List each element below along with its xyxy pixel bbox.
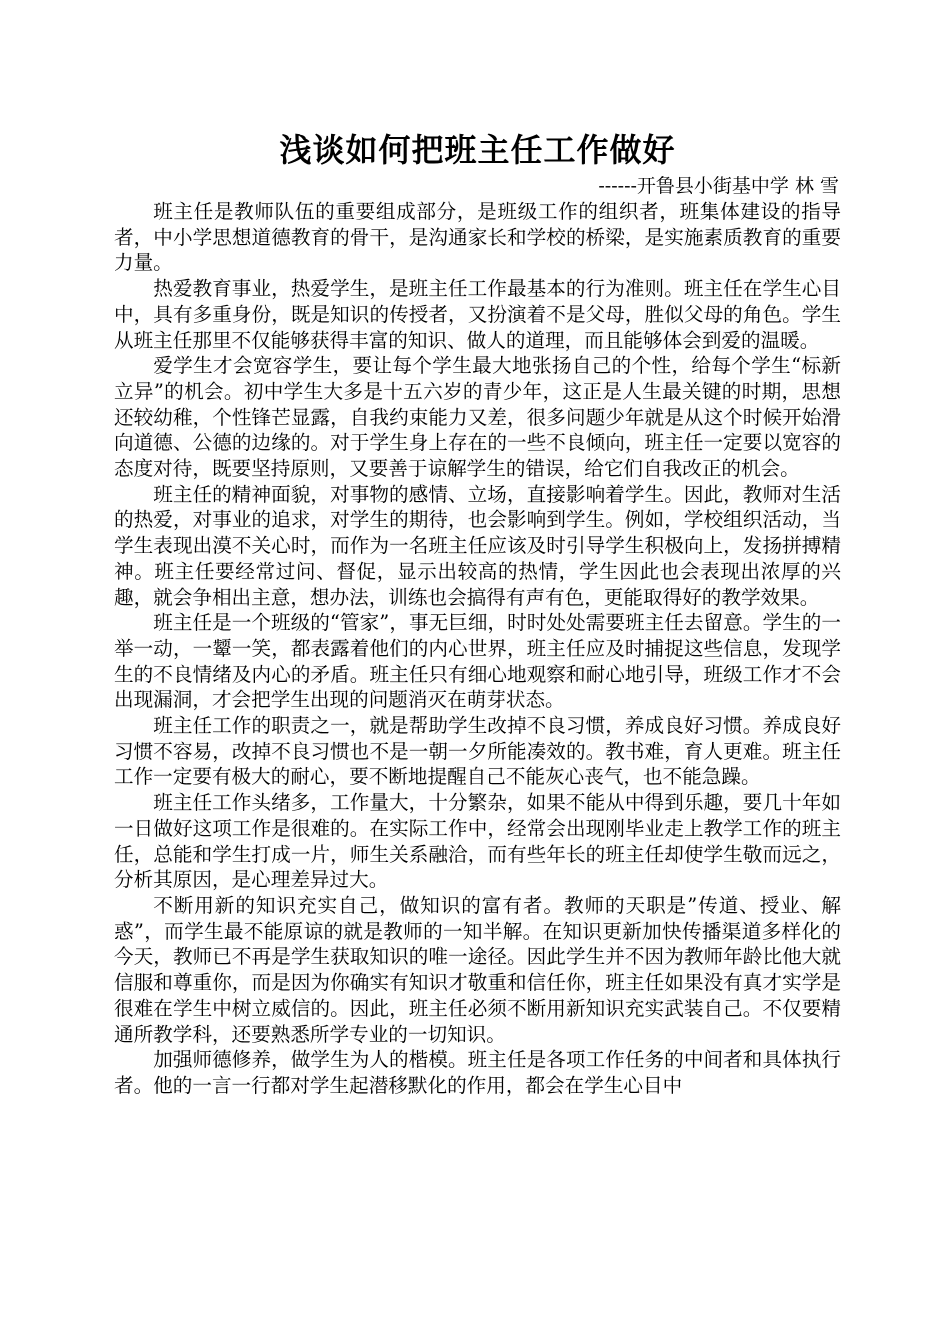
paragraph-6: 班主任工作的职责之一，就是帮助学生改掉不良习惯，养成良好习惯。养成良好习惯不容易，改掉不良习惯也不是一朝一夕所能凑效的。教书难，育人更难。班主任工作一定要有极大的耐心，要不断地提醒自己不能灰心丧气，也不能急躁。: [114, 714, 841, 789]
paragraph-1: 班主任是教师队伍的重要组成部分，是班级工作的组织者，班集体建设的指导者，中小学思想道德教育的骨干，是沟通家长和学校的桥梁，是实施素质教育的重要力量。: [114, 200, 841, 275]
paragraph-3: 爱学生才会宽容学生，要让每个学生最大地张扬自己的个性，给每个学生“标新立异”的机会。初中学生大多是十五六岁的青少年，这正是人生最关键的时期，思想还较幼稚，个性锋芒显露，自我约束能力又差，很多问题少年就是从这个时候开始滑向道德、公德的边缘的。对于学生身上存在的一些不良倾向，班主任一定要以宽容的态度对待，既要坚持原则，又要善于谅解学生的错误，给它们自我改正的机会。: [114, 354, 841, 481]
document-title: 浅谈如何把班主任工作做好: [279, 131, 676, 169]
paragraph-4: 班主任的精神面貌，对事物的感情、立场，直接影响着学生。因此，教师对生活的热爱，对事业的追求，对学生的期待，也会影响到学生。例如，学校组织活动，当学生表现出漠不关心时，而作为一名班主任应该及时引导学生积极向上，发扬拼搏精神。班主任要经常过问、督促，显示出较高的热情，学生因此也会表现出浓厚的兴趣，就会争相出主意，想办法，训练也会搞得有声有色，更能取得好的教学效果。: [114, 482, 841, 609]
document-page: [114, 128, 841, 1099]
paragraph-9: 加强师德修养，做学生为人的楷模。班主任是各项工作任务的中间者和具体执行者。他的一言一行都对学生起潜移默化的作用，都会在学生心目中: [114, 1048, 841, 1097]
paragraph-8: 不断用新的知识充实自己，做知识的富有者。教师的天职是”传道、授业、解惑”，而学生最不能原谅的就是教师的一知半解。在知识更新加快传播渠道多样化的今天，教师已不再是学生获取知识的唯一途径。因此学生并不因为教师年龄比他大就信服和尊重你，而是因为你确实有知识才敬重和信任你，班主任如果没有真才实学是很难在学生中树立威信的。因此，班主任必须不断用新知识充实武装自己。不仅要精通所教学科，还要熟悉所学专业的一切知识。: [114, 893, 841, 1046]
document-byline: ------开鲁县小街基中学 林 雪: [598, 175, 839, 197]
paragraph-2: 热爱教育事业，热爱学生，是班主任工作最基本的行为准则。班主任在学生心目中，具有多重身份，既是知识的传授者，又扮演着不是父母，胜似父母的角色。学生从班主任那里不仅能够获得丰富的知识、做人的道理，而且能够体会到爱的温暖。: [114, 277, 841, 352]
paragraph-5: 班主任是一个班级的“管家”，事无巨细，时时处处需要班主任去留意。学生的一举一动，一颦一笑，都表露着他们的内心世界，班主任应及时捕捉这些信息，发现学生的不良情绪及内心的矛盾。班主任只有细心地观察和耐心地引导，班级工作才不会出现漏洞，才会把学生出现的问题消灭在萌芽状态。: [114, 611, 841, 712]
paragraph-7: 班主任工作头绪多，工作量大，十分繁杂，如果不能从中得到乐趣，要几十年如一日做好这项工作是很难的。在实际工作中，经常会出现刚毕业走上教学工作的班主任，总能和学生打成一片，师生关系融洽，而有些年长的班主任却使学生敬而远之，分析其原因，是心理差异过大。: [114, 791, 841, 892]
